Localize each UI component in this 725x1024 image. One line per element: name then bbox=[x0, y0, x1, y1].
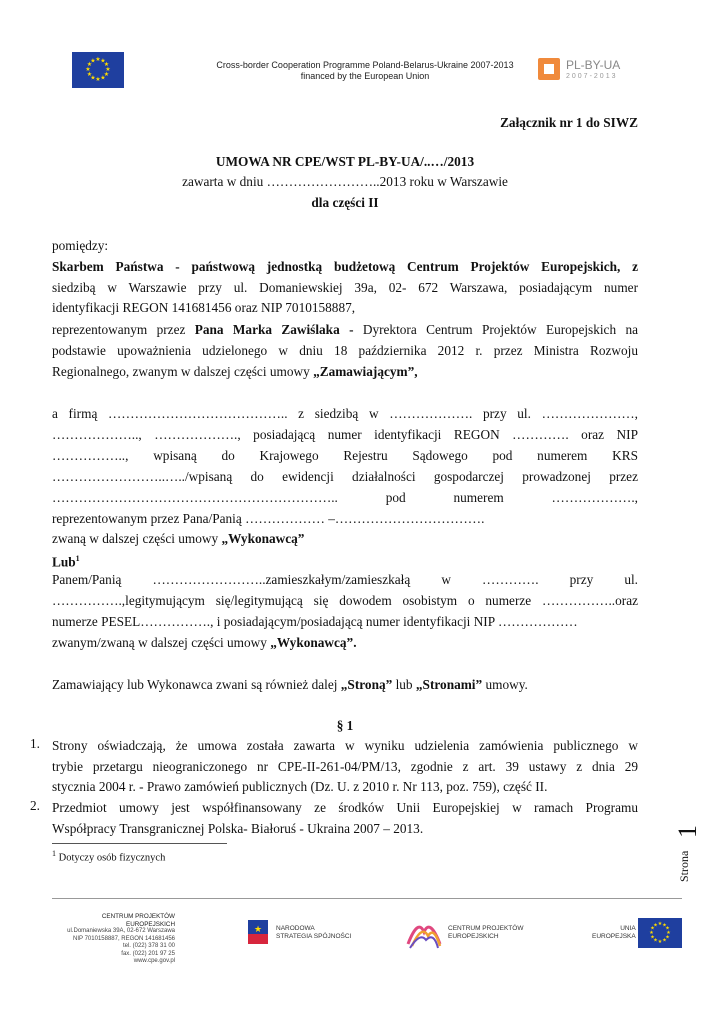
footer-cpe-street: ul.Domaniewska 39A, 02-672 Warszawa bbox=[67, 928, 175, 934]
contract-date-line: zawarta w dniu ……………………..2013 roku w Warszawie bbox=[182, 174, 508, 189]
item-1-line-3: stycznia 2004 r. - Prawo zamówień publicznych (Dz. U. z 2010 r. Nr 113, poz. 759), część II. bbox=[52, 779, 548, 794]
footnote-divider bbox=[52, 843, 227, 844]
svg-text:★: ★ bbox=[662, 922, 667, 929]
parties-definition: Zamawiający lub Wykonawca zwani są również dalej „Stroną” lub „Stronami” umowy. bbox=[52, 677, 528, 692]
svg-text:★: ★ bbox=[653, 937, 658, 944]
svg-text:★: ★ bbox=[90, 57, 96, 65]
party-1-line-1: Skarbem Państwa - państwową jednostką budżetową Centrum Projektów Europejskich, z bbox=[52, 259, 638, 274]
cpe-logo-icon bbox=[404, 914, 444, 954]
eu-stars-icon bbox=[72, 52, 124, 88]
svg-text:★: ★ bbox=[103, 71, 110, 78]
attachment-label: Załącznik nr 1 do SIWZ bbox=[500, 115, 638, 130]
svg-text:★: ★ bbox=[657, 921, 663, 927]
page-number-value: 1 bbox=[673, 825, 702, 838]
svg-text:★: ★ bbox=[86, 61, 93, 68]
header-line-2: financed by the European Union bbox=[300, 71, 430, 81]
item-2-line-2: Współpracy Transgranicznej Polska- Białoruś - Ukraina 2007 – 2013. bbox=[52, 821, 424, 836]
footnote-ref: 1 bbox=[75, 554, 80, 563]
svg-text:★: ★ bbox=[650, 934, 655, 941]
page-number bbox=[673, 820, 702, 890]
eu-flag-footer-logo bbox=[638, 918, 682, 948]
firm-line-5: ……………………………………………………….. pod numerem ………………., bbox=[52, 490, 638, 505]
svg-text:★: ★ bbox=[657, 939, 663, 945]
or-label: Lub$^1$ bbox=[52, 554, 80, 570]
item-2-line-1: Przedmiot umowy jest współfinansowany ze środków Unii Europejskiej w ramach Programu bbox=[52, 800, 638, 815]
svg-text:★: ★ bbox=[105, 66, 111, 73]
firm-line-2: ……………….., ………………., posiadającą numer identyfikacji REGON …………. oraz NIP bbox=[52, 427, 638, 442]
header-programme-text bbox=[150, 60, 580, 82]
firm-line-3: …………….., wpisaną do Krajowego Rejestru Sądowego pod numerem KRS bbox=[52, 448, 638, 463]
footer-cpe-www: www.cpe.gov.pl bbox=[133, 958, 175, 964]
item-1-line-1: Strony oświadczają, że umowa została zawarta w wyniku udzielenia zamówienia publicznego w bbox=[52, 738, 638, 753]
party-1-line-4: reprezentowanym przez Pana Marka Zawiślaka - Dyrektora Centrum Projektów Europejskich na bbox=[52, 322, 638, 337]
between-label: pomiędzy: bbox=[52, 238, 109, 253]
svg-text:★: ★ bbox=[650, 925, 655, 932]
firm-line-1: a firmą ………………………………….. z siedzibą w ………………. przy ul. …………………, bbox=[52, 406, 638, 421]
firm-line-7: zwaną w dalszej części umowy „Wykonawcą” bbox=[52, 531, 305, 546]
svg-text:★: ★ bbox=[103, 61, 110, 68]
firm-line-4: ……………………..…../wpisaną do ewidencji działalności gospodarczej prowadzonej przez bbox=[52, 469, 638, 484]
item-1-line-2: trybie przetargu nieograniczonego nr CPE-II-261-04/PM/13, zgodnie z art. 39 ustawy z dnia 29 bbox=[52, 759, 638, 774]
pl-by-ua-logo bbox=[538, 58, 648, 88]
logo-years: 2007-2013 bbox=[566, 73, 618, 80]
header-line-1: Cross-border Cooperation Programme Poland-Belarus-Ukraine 2007-2013 bbox=[216, 60, 514, 70]
page-word: Strona bbox=[677, 850, 691, 882]
svg-text:★: ★ bbox=[90, 74, 96, 82]
footer-cpe-address bbox=[55, 913, 175, 966]
footer-divider bbox=[52, 898, 682, 899]
svg-text:★: ★ bbox=[95, 76, 101, 83]
svg-text:★: ★ bbox=[100, 57, 106, 65]
footer-cpe-nip: NIP 7010158887, REGON 141681456 bbox=[73, 935, 175, 942]
person-line-1: Panem/Panią ……………………..zamieszkałym/zamieszkałą w …………. przy ul. bbox=[52, 572, 638, 587]
svg-text:★: ★ bbox=[653, 922, 658, 929]
contract-title: UMOWA NR CPE/WST PL-BY-UA/..…/2013 bbox=[215, 154, 475, 169]
svg-text:★: ★ bbox=[665, 925, 670, 932]
nss-logo-text: NARODOWA STRATEGIA SPÓJNOŚCI bbox=[276, 925, 352, 940]
footnote: $^1$ Dotyczy osób fizycznych bbox=[52, 849, 166, 864]
svg-text:★: ★ bbox=[100, 74, 106, 82]
firm-line-6: reprezentowanym przez Pana/Panią ……………… –……………………………. bbox=[52, 511, 485, 526]
svg-text:★: ★ bbox=[666, 930, 671, 936]
footer-cpe-name: CENTRUM PROJEKTÓW EUROPEJSKICH bbox=[101, 913, 175, 928]
item-1-number: 1. bbox=[30, 736, 40, 751]
svg-text:★: ★ bbox=[253, 925, 263, 935]
svg-text:★: ★ bbox=[665, 934, 670, 941]
footer-cpe-tel: tel. (022) 378 31 00 bbox=[122, 943, 175, 949]
svg-text:★: ★ bbox=[86, 71, 93, 78]
person-line-3: numerze PESEL……………., i posiadającym/posiadającą numer identyfikacji NIP ……………… bbox=[52, 614, 578, 629]
person-line-4: zwanym/zwaną w dalszej części umowy „Wykonawcą”. bbox=[52, 635, 357, 650]
ue-logo-text: UNIA EUROPEJSKA bbox=[592, 925, 636, 940]
logo-name: PL-BY-UA bbox=[566, 58, 621, 72]
party-1-line-2: siedzibą w Warszawie przy ul. Domaniewskiej 39a, 02- 672 Warszawa, posiadającym numer bbox=[52, 280, 638, 295]
svg-text:★: ★ bbox=[649, 930, 654, 936]
logo-square-icon bbox=[538, 58, 560, 80]
footer-cpe-fax: fax. (022) 201 97 25 bbox=[121, 950, 175, 957]
svg-text:★: ★ bbox=[662, 937, 667, 944]
svg-text:★: ★ bbox=[85, 66, 91, 73]
contract-part: dla części II bbox=[311, 195, 379, 210]
party-1-line-5: podstawie upoważnienia udzielonego w dniu 18 października 2012 r. przez Ministra Rozwoju bbox=[52, 343, 638, 358]
paragraph-heading: § 1 bbox=[336, 718, 354, 733]
person-line-2: …………….,legitymującym się/legitymującą się dowodem osobistym o numerze ……………..oraz bbox=[52, 593, 638, 608]
eu-stars-footer-icon bbox=[638, 918, 682, 948]
party-1-line-6: Regionalnego, zwanym w dalszej części umowy „Zamawiającym”, bbox=[52, 364, 418, 379]
nss-logo-icon bbox=[246, 916, 272, 950]
party-1-line-3: identyfikacji REGON 141681456 oraz NIP 7010158887, bbox=[52, 300, 356, 315]
item-2-number: 2. bbox=[30, 798, 40, 813]
eu-flag-logo bbox=[72, 52, 124, 88]
svg-text:★: ★ bbox=[95, 56, 101, 63]
cpe-logo-text: CENTRUM PROJEKTÓW EUROPEJSKICH bbox=[448, 925, 524, 940]
